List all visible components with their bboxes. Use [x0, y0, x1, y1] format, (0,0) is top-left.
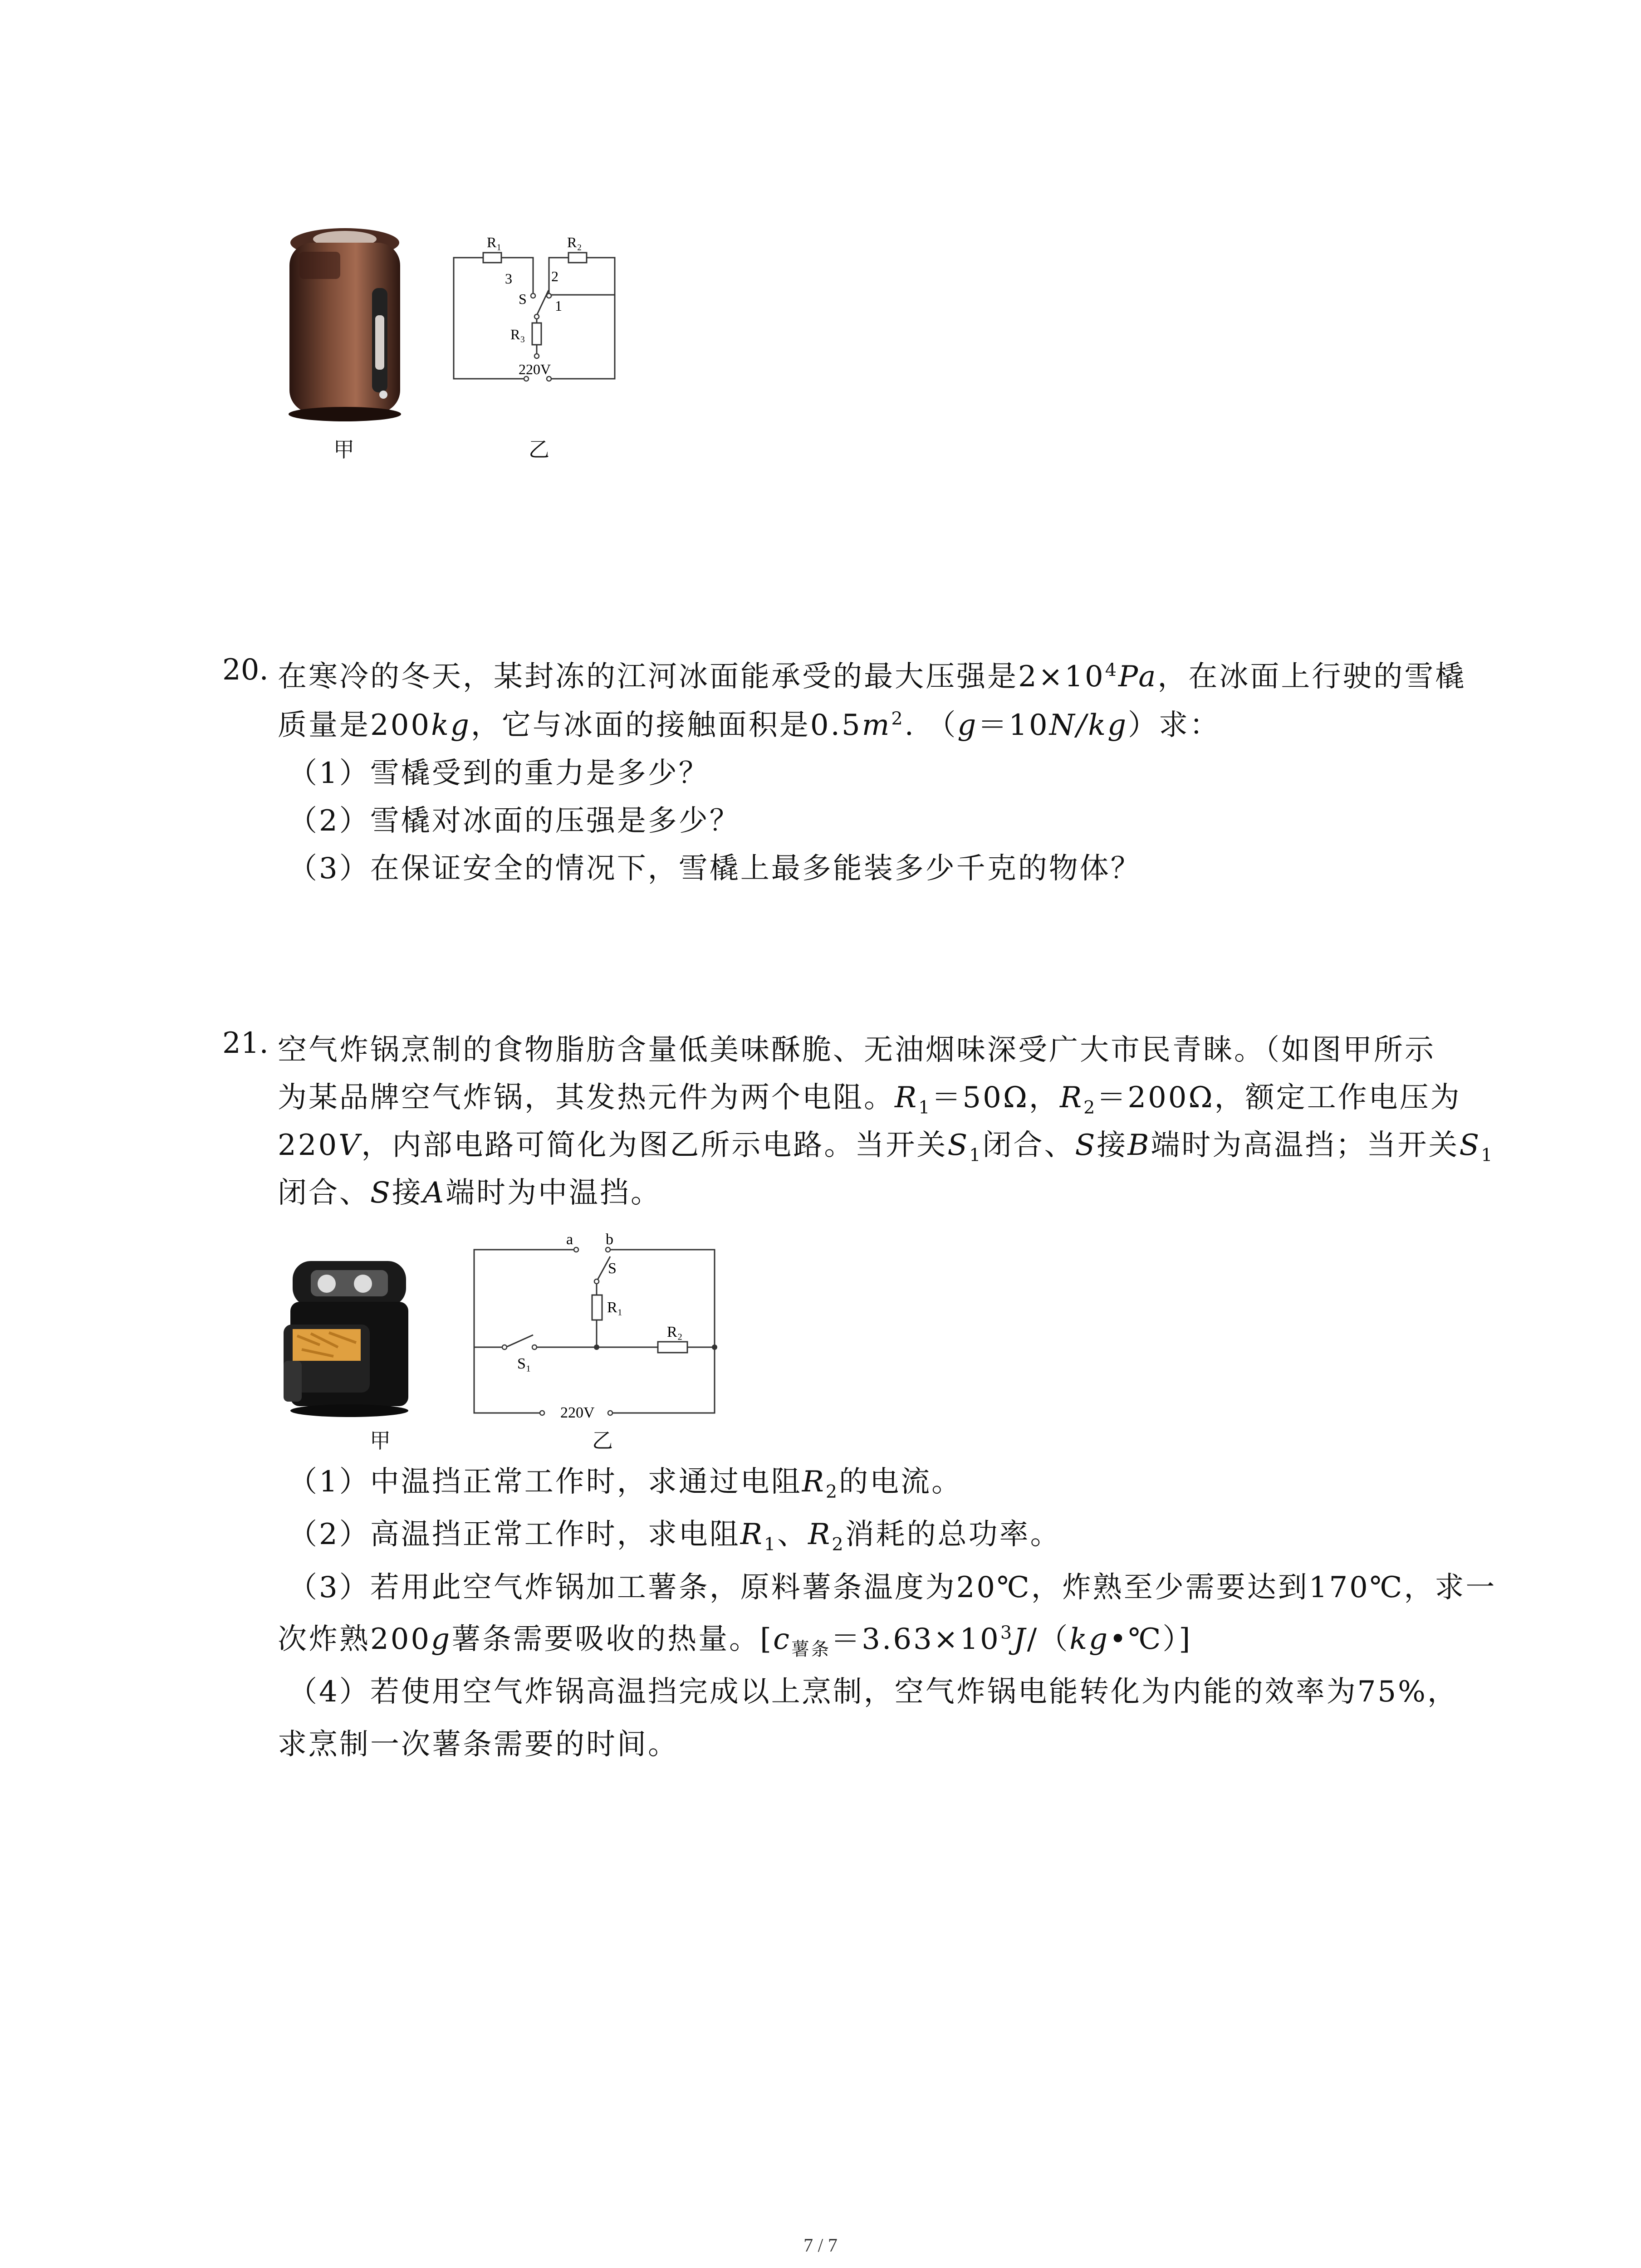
q21-subquestion-3-line2: 次炸熟200g薯条需要吸收的热量。$[c_{薯条}=3.63\times 10^3J/(kg•℃)]$: [278, 1622, 1192, 1660]
terminal-1-label: 1: [555, 298, 562, 314]
fig2-circuit-diagram: [472, 1232, 726, 1431]
q21-number: 21.: [222, 1026, 269, 1060]
q21-subquestion-4-line2: 求烹制一次薯条需要的时间。: [278, 1728, 679, 1761]
q20-line1: 在寒冷的冬天，某封冻的江河冰面能承受的最大压强是$2\times 10^4Pa$，在冰面上行驶的雪橇: [278, 660, 1466, 694]
fig2-label-yi: 乙: [592, 1428, 613, 1453]
terminal-b-label: b: [606, 1232, 613, 1248]
air-fryer-photo: [284, 1256, 415, 1420]
resistor-r1: [483, 253, 501, 263]
q21-subquestion-4-line1: （4）若使用空气炸锅高温挡完成以上烹制，空气炸锅电能转化为内能的效率为75%，: [288, 1675, 1458, 1709]
s1-label: S₁: [517, 1355, 531, 1372]
fig1-circuit-diagram: [451, 222, 628, 422]
q21-subquestion-2: （2）高温挡正常工作时，求电阻$R_1$、$R_2$消耗的总功率。: [288, 1518, 1061, 1555]
switch-s-label: S: [608, 1260, 617, 1277]
r1-label: R₁: [607, 1299, 623, 1316]
q20-subquestion-2: （2）雪橇对冰面的压强是多少？: [288, 804, 740, 838]
terminal-3-label: 3: [505, 270, 512, 287]
r2-label: R₂: [567, 234, 582, 250]
fig1-label-yi: 乙: [529, 437, 549, 462]
r3-label: R₃: [510, 326, 525, 342]
q21-subquestion-3-line1: （3）若用此空气炸锅加工薯条，原料薯条温度为20℃，炸熟至少需要达到170℃，求一: [288, 1571, 1497, 1604]
kettle-photo: [281, 225, 408, 424]
q21-line3: 220V，内部电路可简化为图乙所示电路。当开关$S_1$闭合、S接B端时为高温挡；当开关$S_1$: [278, 1129, 1494, 1166]
q21-line2: 为某品牌空气炸锅，其发热元件为两个电阻。$R_1=50\Omega$，$R_2=200\Omega$，额定工作电压为: [278, 1081, 1461, 1118]
resistor-r2: [568, 253, 587, 263]
switch-s1-blade: [506, 1335, 533, 1347]
fig1-label-jia: 甲: [333, 437, 354, 462]
q21-line4: 闭合、S接A端时为中温挡。: [278, 1176, 662, 1210]
resistor-r2: [658, 1342, 687, 1353]
voltage-label: 220V: [519, 361, 551, 377]
voltage-label: 220V: [560, 1404, 595, 1421]
q20-line2: 质量是200kg，它与冰面的接触面积是$0.5m^2$. （g＝10N/kg）求：: [278, 708, 1221, 742]
q21-line1: 空气炸锅烹制的食物脂肪含量低美味酥脆、无油烟味深受广大市民青睐。（如图甲所示: [278, 1033, 1435, 1067]
q20-subquestion-1: （1）雪橇受到的重力是多少？: [288, 757, 710, 790]
page-number: 7 / 7: [803, 2235, 838, 2256]
terminal-a-label: a: [566, 1232, 573, 1248]
resistor-r1: [592, 1295, 602, 1320]
r1-label: R₁: [487, 234, 502, 250]
r2-label: R₂: [667, 1324, 683, 1340]
fig2-label-jia: 甲: [370, 1428, 391, 1453]
terminal-2-label: 2: [551, 268, 558, 284]
q21-subquestion-1: （1）中温挡正常工作时，求通过电阻$R_2$的电流。: [288, 1465, 963, 1502]
q20-number: 20.: [222, 653, 269, 687]
switch-label: S: [519, 291, 527, 307]
q20-subquestion-3: （3）在保证安全的情况下，雪橇上最多能装多少千克的物体？: [288, 852, 1141, 885]
resistor-r3: [532, 323, 541, 345]
